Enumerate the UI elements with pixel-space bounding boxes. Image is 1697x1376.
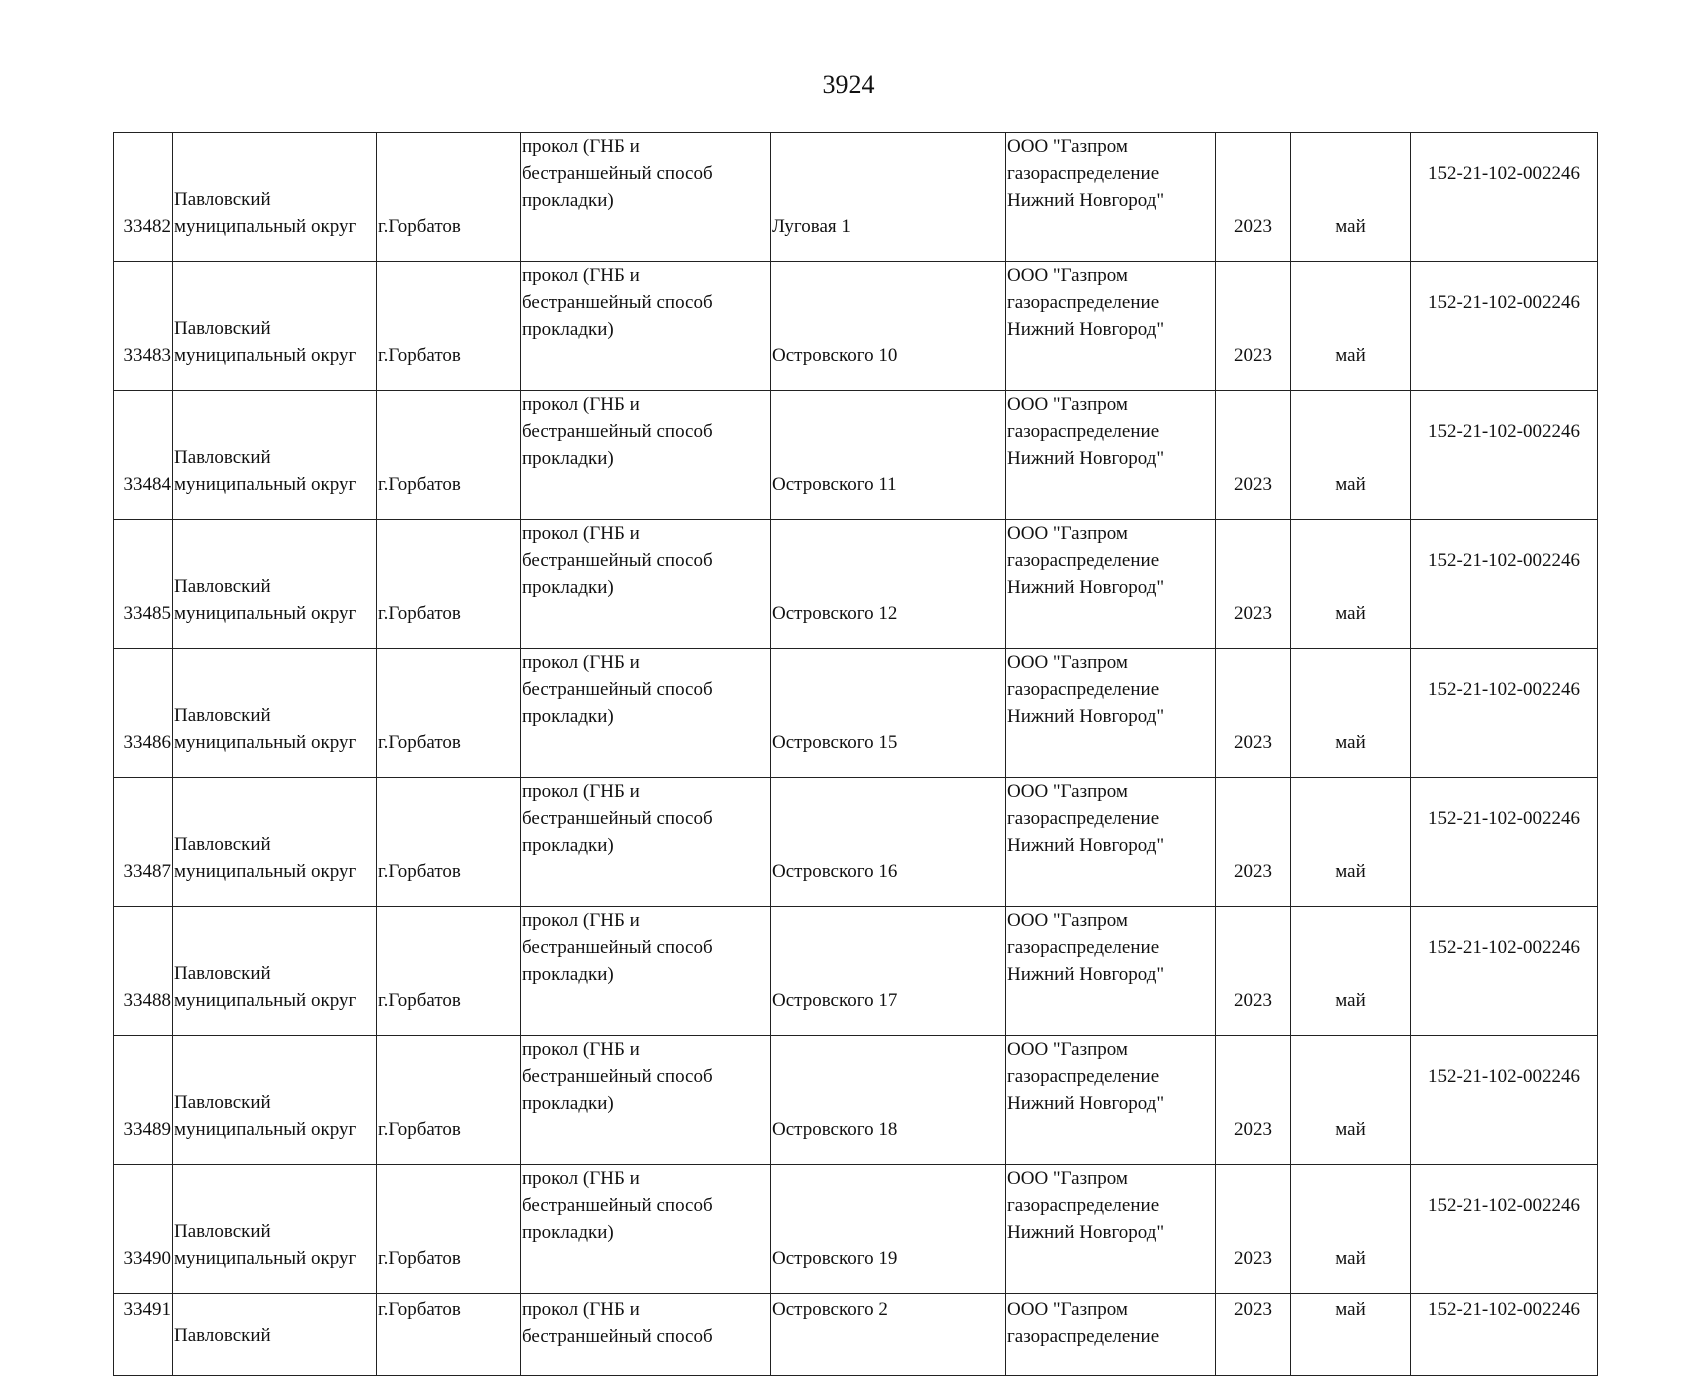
table-row (114, 1036, 1598, 1165)
method-line: бестраншейный способ (522, 1066, 713, 1087)
municipality-line: Павловский (174, 189, 271, 210)
org-line: газораспределение (1007, 550, 1160, 571)
cell-code: 152-21-102-002246 (1411, 778, 1598, 907)
table-row (114, 391, 1598, 520)
cell-code: 152-21-102-002246 (1411, 649, 1598, 778)
cell-month: май (1291, 907, 1411, 1036)
cell-number: 33491 (114, 1294, 173, 1376)
method-line: бестраншейный способ (522, 550, 713, 571)
cell-city: г.Горбатов (377, 262, 521, 391)
cell-organization (1006, 1165, 1216, 1294)
cell-number: 33488 (114, 907, 173, 1036)
cell-number: 33490 (114, 1165, 173, 1294)
municipality-line: муниципальный округ (174, 345, 357, 366)
municipality-line: Павловский (174, 705, 271, 726)
cell-city: г.Горбатов (377, 778, 521, 907)
cell-street: Островского 18 (771, 1036, 1006, 1165)
org-line: газораспределение (1007, 679, 1160, 700)
cell-street: Островского 2 (771, 1294, 1006, 1376)
cell-municipality (173, 520, 377, 649)
org-line: газораспределение (1007, 1195, 1160, 1216)
municipality-line: муниципальный округ (174, 1248, 357, 1269)
cell-method (521, 778, 771, 907)
cell-municipality (173, 262, 377, 391)
cell-month: май (1291, 778, 1411, 907)
org-line: Нижний Новгород" (1007, 319, 1165, 340)
method-line: прокол (ГНБ и (522, 1299, 640, 1320)
method-line: прокол (ГНБ и (522, 136, 640, 157)
org-line: Нижний Новгород" (1007, 577, 1165, 598)
municipality-line: Павловский (174, 447, 271, 468)
municipality-line: Павловский (174, 1325, 271, 1346)
org-line: Нижний Новгород" (1007, 706, 1165, 727)
method-line: прокладки) (522, 448, 614, 469)
cell-street: Островского 16 (771, 778, 1006, 907)
table-row (114, 133, 1598, 262)
cell-year: 2023 (1216, 1165, 1291, 1294)
org-line: Нижний Новгород" (1007, 1222, 1165, 1243)
municipality-line: Павловский (174, 963, 271, 984)
cell-code: 152-21-102-002246 (1411, 1036, 1598, 1165)
cell-organization (1006, 907, 1216, 1036)
municipality-line: муниципальный округ (174, 603, 357, 624)
cell-municipality (173, 391, 377, 520)
method-line: прокол (ГНБ и (522, 781, 640, 802)
org-line: ООО "Газпром (1007, 781, 1128, 802)
cell-street: Островского 17 (771, 907, 1006, 1036)
cell-organization (1006, 391, 1216, 520)
org-line: газораспределение (1007, 808, 1160, 829)
org-line: Нижний Новгород" (1007, 190, 1165, 211)
cell-number: 33484 (114, 391, 173, 520)
municipality-line: Павловский (174, 1092, 271, 1113)
method-line: прокол (ГНБ и (522, 652, 640, 673)
cell-city: г.Горбатов (377, 1165, 521, 1294)
cell-method (521, 649, 771, 778)
cell-code: 152-21-102-002246 (1411, 1294, 1598, 1376)
cell-municipality (173, 1294, 377, 1376)
cell-organization (1006, 520, 1216, 649)
cell-number: 33485 (114, 520, 173, 649)
cell-municipality (173, 649, 377, 778)
cell-organization (1006, 1036, 1216, 1165)
org-line: газораспределение (1007, 1066, 1160, 1087)
cell-month: май (1291, 1165, 1411, 1294)
cell-street: Островского 11 (771, 391, 1006, 520)
org-line: Нижний Новгород" (1007, 448, 1165, 469)
municipality-line: муниципальный округ (174, 861, 357, 882)
method-line: прокол (ГНБ и (522, 1039, 640, 1060)
cell-organization (1006, 649, 1216, 778)
cell-number: 33486 (114, 649, 173, 778)
cell-number: 33487 (114, 778, 173, 907)
cell-method (521, 907, 771, 1036)
method-line: бестраншейный способ (522, 937, 713, 958)
cell-code: 152-21-102-002246 (1411, 907, 1598, 1036)
cell-method (521, 1294, 771, 1376)
cell-city: г.Горбатов (377, 1036, 521, 1165)
method-line: прокладки) (522, 835, 614, 856)
cell-month: май (1291, 520, 1411, 649)
cell-month: май (1291, 133, 1411, 262)
org-line: ООО "Газпром (1007, 523, 1128, 544)
method-line: прокол (ГНБ и (522, 1168, 640, 1189)
municipality-line: Павловский (174, 1221, 271, 1242)
cell-code: 152-21-102-002246 (1411, 391, 1598, 520)
method-line: бестраншейный способ (522, 421, 713, 442)
cell-street: Островского 12 (771, 520, 1006, 649)
cell-method (521, 133, 771, 262)
municipality-line: Павловский (174, 576, 271, 597)
cell-city: г.Горбатов (377, 649, 521, 778)
org-line: ООО "Газпром (1007, 652, 1128, 673)
cell-street: Островского 15 (771, 649, 1006, 778)
cell-code: 152-21-102-002246 (1411, 1165, 1598, 1294)
method-line: бестраншейный способ (522, 808, 713, 829)
cell-method (521, 1036, 771, 1165)
cell-year: 2023 (1216, 1036, 1291, 1165)
municipality-line: муниципальный округ (174, 990, 357, 1011)
method-line: прокладки) (522, 1093, 614, 1114)
method-line: прокладки) (522, 190, 614, 211)
method-line: прокладки) (522, 964, 614, 985)
cell-month: май (1291, 649, 1411, 778)
cell-municipality (173, 1165, 377, 1294)
cell-year: 2023 (1216, 649, 1291, 778)
method-line: бестраншейный способ (522, 1326, 713, 1347)
method-line: бестраншейный способ (522, 163, 713, 184)
method-line: прокол (ГНБ и (522, 910, 640, 931)
cell-code: 152-21-102-002246 (1411, 520, 1598, 649)
method-line: прокол (ГНБ и (522, 394, 640, 415)
cell-month: май (1291, 1294, 1411, 1376)
org-line: ООО "Газпром (1007, 394, 1128, 415)
cell-method (521, 262, 771, 391)
table-row (114, 262, 1598, 391)
cell-year: 2023 (1216, 778, 1291, 907)
cell-year: 2023 (1216, 391, 1291, 520)
cell-street: Островского 19 (771, 1165, 1006, 1294)
page-number: 3924 (822, 70, 875, 99)
method-line: прокладки) (522, 1222, 614, 1243)
registry-table-body (114, 133, 1598, 1376)
method-line: бестраншейный способ (522, 1195, 713, 1216)
cell-street: Островского 10 (771, 262, 1006, 391)
cell-number: 33489 (114, 1036, 173, 1165)
method-line: прокладки) (522, 319, 614, 340)
org-line: газораспределение (1007, 163, 1160, 184)
cell-organization (1006, 133, 1216, 262)
municipality-line: муниципальный округ (174, 732, 357, 753)
cell-city: г.Горбатов (377, 907, 521, 1036)
registry-table (113, 132, 1598, 1376)
org-line: газораспределение (1007, 937, 1160, 958)
cell-month: май (1291, 1036, 1411, 1165)
cell-number: 33483 (114, 262, 173, 391)
org-line: Нижний Новгород" (1007, 964, 1165, 985)
cell-year: 2023 (1216, 133, 1291, 262)
table-row (114, 907, 1598, 1036)
cell-organization (1006, 1294, 1216, 1376)
table-row (114, 778, 1598, 907)
cell-method (521, 520, 771, 649)
org-line: ООО "Газпром (1007, 265, 1128, 286)
org-line: газораспределение (1007, 421, 1160, 442)
org-line: газораспределение (1007, 292, 1160, 313)
municipality-line: муниципальный округ (174, 474, 357, 495)
method-line: бестраншейный способ (522, 679, 713, 700)
cell-municipality (173, 1036, 377, 1165)
cell-method (521, 391, 771, 520)
cell-organization (1006, 262, 1216, 391)
table-row (114, 649, 1598, 778)
municipality-line: муниципальный округ (174, 1119, 357, 1140)
cell-municipality (173, 778, 377, 907)
municipality-line: муниципальный округ (174, 216, 357, 237)
cell-code: 152-21-102-002246 (1411, 133, 1598, 262)
org-line: ООО "Газпром (1007, 910, 1128, 931)
cell-city: г.Горбатов (377, 391, 521, 520)
cell-year: 2023 (1216, 907, 1291, 1036)
method-line: прокладки) (522, 577, 614, 598)
municipality-line: Павловский (174, 318, 271, 339)
method-line: прокол (ГНБ и (522, 523, 640, 544)
table-row (114, 520, 1598, 649)
cell-city: г.Горбатов (377, 520, 521, 649)
method-line: прокладки) (522, 706, 614, 727)
org-line: Нижний Новгород" (1007, 1093, 1165, 1114)
cell-organization (1006, 778, 1216, 907)
org-line: ООО "Газпром (1007, 1299, 1128, 1320)
org-line: ООО "Газпром (1007, 136, 1128, 157)
org-line: ООО "Газпром (1007, 1168, 1128, 1189)
table-row (114, 1165, 1598, 1294)
cell-code: 152-21-102-002246 (1411, 262, 1598, 391)
municipality-line: Павловский (174, 834, 271, 855)
cell-year: 2023 (1216, 1294, 1291, 1376)
cell-year: 2023 (1216, 262, 1291, 391)
method-line: прокол (ГНБ и (522, 265, 640, 286)
org-line: Нижний Новгород" (1007, 835, 1165, 856)
cell-year: 2023 (1216, 520, 1291, 649)
cell-city: г.Горбатов (377, 1294, 521, 1376)
cell-month: май (1291, 262, 1411, 391)
cell-month: май (1291, 391, 1411, 520)
org-line: ООО "Газпром (1007, 1039, 1128, 1060)
method-line: бестраншейный способ (522, 292, 713, 313)
cell-number: 33482 (114, 133, 173, 262)
cell-method (521, 1165, 771, 1294)
table-row-partial (114, 1294, 1598, 1376)
cell-municipality (173, 133, 377, 262)
cell-municipality (173, 907, 377, 1036)
cell-city: г.Горбатов (377, 133, 521, 262)
org-line: газораспределение (1007, 1326, 1160, 1347)
cell-street: Луговая 1 (771, 133, 1006, 262)
